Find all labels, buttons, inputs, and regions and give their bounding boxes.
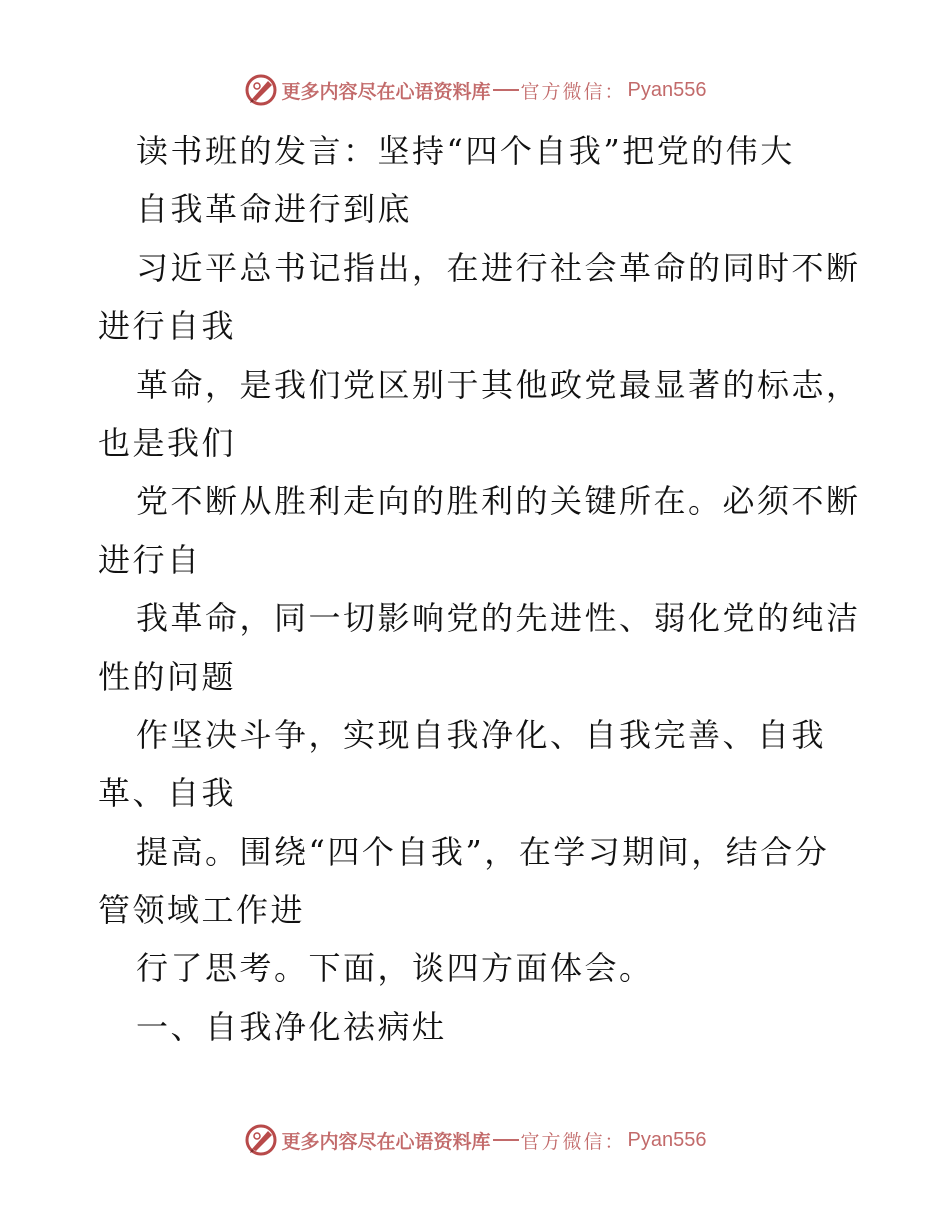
text-line: 进行自 xyxy=(98,540,202,579)
text-line: 管领域工作进 xyxy=(98,891,306,930)
banner-wechat-id: Pyan556 xyxy=(627,78,707,101)
banner-wechat-label: 官方微信： xyxy=(520,1130,626,1153)
text-line: 读书班的发言：坚持“四个自我”把党的伟大 xyxy=(136,132,795,170)
header-banner xyxy=(0,70,950,110)
text-line: 革命，是我们党区别于其他政党最显著的标志， xyxy=(136,365,861,404)
banner-brand: 更多内容尽在心语资料库 xyxy=(281,1130,491,1153)
text-line: 自我革命进行到底 xyxy=(136,190,413,229)
text-line: 性的问题 xyxy=(98,657,237,696)
text-line: 提高。围绕“四个自我”，在学习期间，结合分 xyxy=(136,832,830,871)
pen-logo-icon xyxy=(244,1123,278,1157)
text-line: 进行自我 xyxy=(98,307,237,346)
banner-brand: 更多内容尽在心语资料库 xyxy=(281,80,491,103)
banner-wechat-label: 官方微信： xyxy=(520,80,626,103)
text-line: 革、自我 xyxy=(98,774,237,813)
pen-logo-icon xyxy=(244,73,278,107)
text-line: 作坚决斗争，实现自我净化、自我完善、自我 xyxy=(136,715,827,754)
text-line: 一、自我净化祛病灶 xyxy=(136,1007,447,1046)
banner-dash xyxy=(493,1139,519,1141)
text-line: 习近平总书记指出，在进行社会革命的同时不断 xyxy=(136,248,861,287)
document-body xyxy=(98,122,861,1056)
footer-banner xyxy=(0,1120,950,1160)
text-line: 也是我们 xyxy=(98,423,237,462)
text-line: 行了思考。下面，谈四方面体会。 xyxy=(136,949,654,988)
banner-dash xyxy=(493,89,519,91)
text-line: 我革命，同一切影响党的先进性、弱化党的纯洁 xyxy=(136,599,861,638)
text-line: 党不断从胜利走向的胜利的关键所在。必须不断 xyxy=(136,482,861,521)
banner-wechat-id: Pyan556 xyxy=(627,1128,707,1151)
